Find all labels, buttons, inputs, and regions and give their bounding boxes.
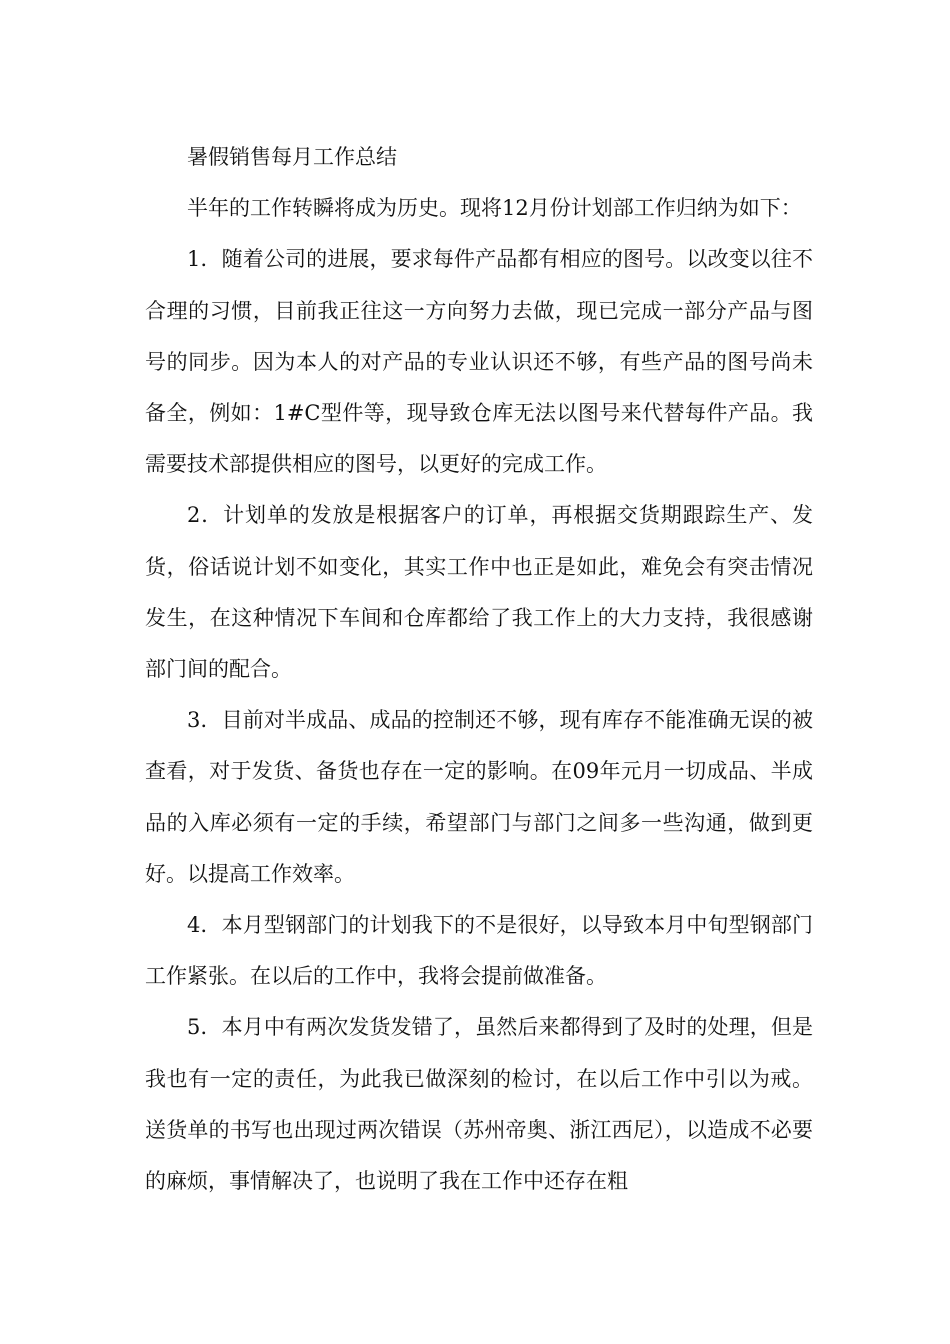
document-title: 暑假销售每月工作总结 — [187, 145, 397, 169]
document-body — [145, 132, 813, 1207]
paragraph-intro: 半年的工作转瞬将成为历史。现将12月份计划部工作归纳为如下： — [187, 196, 802, 221]
paragraph-item-2: 2．计划单的发放是根据客户的订单，再根据交货期跟踪生产、发货，俗话说计划不如变化，其实工作中也正是如此，难免会有突击情况发生，在这种情况下车间和仓库都给了我工作上的大力支持，我很感谢部门间的配合。 — [145, 503, 813, 682]
paragraph-item-3: 3．目前对半成品、成品的控制还不够，现有库存不能准确无误的被查看，对于发货、备货也存在一定的影响。在09年元月一切成品、半成品的入库必须有一定的手续，希望部门与部门之间多一些沟通，做到更好。以提高工作效率。 — [145, 708, 813, 886]
paragraph-item-5: 5．本月中有两次发货发错了，虽然后来都得到了及时的处理，但是我也有一定的责任，为此我已做深刻的检讨，在以后工作中引以为戒。送货单的书写也出现过两次错误（苏州帝奥、浙江西尼），以造成不必要的麻烦，事情解决了，也说明了我在工作中还存在粗 — [145, 1015, 813, 1194]
paragraph-item-4: 4．本月型钢部门的计划我下的不是很好，以导致本月中旬型钢部门工作紧张。在以后的工作中，我将会提前做准备。 — [145, 913, 813, 989]
paragraph-item-1: 1．随着公司的进展，要求每件产品都有相应的图号。以改变以往不合理的习惯，目前我正往这一方向努力去做，现已完成一部分产品与图号的同步。因为本人的对产品的专业认识还不够，有些产品的图号尚未备全，例如：1#C型件等，现导致仓库无法以图号来代替每件产品。我需要技术部提供相应的图号，以更好的完成工作。 — [145, 247, 813, 477]
